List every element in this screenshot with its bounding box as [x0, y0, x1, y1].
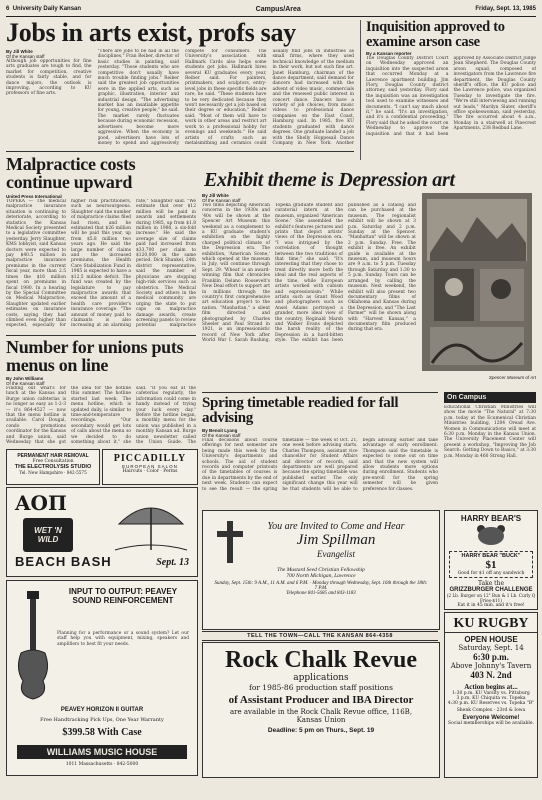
on-campus-box — [444, 392, 536, 506]
rugby-ad — [444, 612, 538, 778]
electrolysis-addr: Tel. New Hampshire · 842-5575 — [19, 470, 87, 475]
electrolysis-name: THE ELECTROLYSIS STUDIO — [14, 464, 92, 470]
aoii-greek: ΑΟΠ — [15, 491, 67, 515]
church-address: 700 North Michigan, Lawrence — [286, 573, 356, 579]
grizzburger-ad — [444, 510, 538, 610]
aoii-slogan: WET 'N WILD — [23, 518, 73, 552]
rugby-field: Shenk Complex · 23rd & Iowa — [456, 708, 526, 713]
aoii-ad — [6, 487, 198, 577]
jobs-byline-org: Of the Kansan staff — [6, 54, 45, 59]
jobs-lead: Although job opportunities for fine arts graduates are tough to find, the market for competition, creative students is fairly stable, and for dance majors, the outlook is improving, according to KU professors of fine arts. — [6, 59, 92, 97]
peavey-ad — [6, 580, 198, 776]
piccadilly-sub: EUROPEAN SALON — [122, 464, 178, 469]
church-phone: Telephone 841-5685 and 843-1183 — [286, 591, 356, 596]
malpractice-body: TOPEKA — The medical malpractice insurance situation is continuing to deteriorate, according to statistics the Kansas Medical Society presented to a legislative committee yesterday. Jerry Slaughter, KMS lobbyist, said Kansas doctors were expected to pay $40.5 million in malpractice insurance premiums in the current fiscal year, more than 2.5 times the $16 million spent on premiums in fiscal 1980. In a hearing by the Special Committee on Medical Malpractice, Slaughter updated earlier estimates on insurance costs, saying they had climbed even higher than expected, especially for higher risk practitioners, such as neurosurgeons. Slaughter said the number of malpractice claims filed had risen, and he estimated that $26 million will be paid this year, up from $5.8 million two years ago. He said the large number of claims and the increased premiums, the Health Care Stabilization Fund in 1985 is expected to have a $12.5 million deficit. The fund was created by the legislature to pay malpractice awards that exceed the amount of a health care provider's insurance coverage. "The amount of money paid to claimants is also increasing at an alarming rate," Slaughter said. "We estimate that over $12 million will be paid in awards and settlements during 1985, up from $1.8 million in 1980, a six-fold increase." He said the average size of claims paid had increased from $33,700 per claim to $120,000 in the same period. Dick Shankel, 24th district representative, said the number of physicians are stopping high-risk services such as obstetrics. The Medical Society and others in the medical community are urging the state to put caps on malpractice damage awards, create screening panels to review potential malpractice — [6, 199, 196, 329]
spring-body: Final decisions about course offerings for next semester are being made this week by the University's departments and schools. The aid of student records and computer printouts of the timetables of courses is due in departments by the end of next week. Students can expect to see the result — the spring timetable — the week of Oct. 21, one week before advising starts. Charles Thompson, assistant vice chancellor for Student Affairs and director of records, said departments are well prepared because the spring timetable was published earlier. The only significant change this year will be that students will be able to begin advising earlier and take advantage of early enrollment. Thompson said the timetable is expected to come out on time and that the new system will allow students more options during enrollment. Students who pre-enroll for the spring semester will be given preference for classes. — [202, 438, 438, 492]
exhibit-byline-org: Of the Kansan staff — [202, 198, 241, 203]
piccadilly-ad — [102, 449, 198, 485]
electrolysis-title: PERMANENT HAIR REMOVAL — [17, 453, 89, 459]
exhibit-headline: Exhibit theme is Depression art — [204, 169, 455, 191]
peavey-special2: Free Handtracking Pick Ups, One Year Warranty — [40, 717, 164, 723]
unions-byline: By John Williams — [6, 376, 44, 381]
church-times: Sunday, Sept. 15th: 9 A.M., 11 A.M. and 6 P.M. · Monday through Wednesday, Sept. 16th through the 18th: 7 P.M. — [214, 581, 428, 591]
peavey-title: INPUT TO OUTPUT: PEAVEY SOUND REINFORCEMENT — [68, 587, 178, 605]
kansan-call-banner: TELL THE TOWN—CALL THE KANSAN 864-4358 — [202, 631, 438, 641]
arson-headline: Inquisition approved to examine arson case — [366, 19, 505, 50]
divider — [6, 151, 354, 152]
grizzburger-contest: GRIZZBURGER CHALLENGE — [449, 587, 533, 593]
aoii-date: Sept. 13 — [156, 557, 189, 568]
rugby-time: 6:30 p.m. — [473, 652, 509, 662]
malpractice-article — [6, 155, 196, 333]
exhibit-photo-caption: Spencer Museum of Art — [488, 375, 536, 380]
spring-article — [202, 392, 438, 507]
rock-chalk-line1: applications — [293, 673, 349, 683]
rugby-games-head: Action begins at... — [464, 683, 518, 691]
rock-chalk-line3: of Assistant Producer and IBA Director — [228, 694, 414, 706]
rock-chalk-title: Rock Chalk Revue — [224, 647, 417, 673]
church-invite: You are Invited to Come and Hear — [267, 521, 405, 532]
beach-umbrella-icon — [111, 496, 191, 552]
unions-byline-org: Of the Kansan staff — [6, 381, 45, 386]
rugby-game-2: 3 p.m. KU Chiquita vs. Topeka — [456, 696, 526, 701]
grizzburger-contest-note: Eat it in 45 min. and it's free! — [457, 603, 525, 608]
bear-buck-coupon[interactable] — [449, 551, 533, 578]
church-speaker-name: Jim Spillman — [296, 532, 376, 548]
peavey-price: $399.58 With Case — [62, 727, 142, 738]
on-campus-body: Educational Christian Ministries will show the movie "The Natural" at 7:30 p.m. today at the Ecumenical Christian Ministries building, 1204 Oread Ave. Women in Communications will meet at 6:30 p.m. Monday in the Kansas Union. The University Placement Center will present a workshop, "Improving the Job Search: Getting Down to Basics," at 3:30 p.m. Monday in 460 Strong Hall. — [444, 405, 536, 459]
electrolysis-ad — [6, 449, 100, 485]
jobs-headline: Jobs in arts exist, profs say — [6, 18, 296, 47]
rugby-welcome: Everyone Welcome! — [462, 715, 520, 721]
jobs-body: "There are jobs to be had in all the disciplines," Fran Reiber, director of basic studies in painting, said yesterday. "Those students who are competitive don't usually have much trouble finding jobs." Reiber said the greatest job opportunities were in the applied arts, such as graphic, illustration, interior and industrial design. "The advertising market has an insatiable appetite for young, creative people," he said. The market rarely fluctuates because during economic recession, advertisers become more aggressive. When the economy is good, advertisers have lots of money to spend and aggressively compete for consumers. The University's association with Hallmark Cards also helps some students get jobs. Hallmark hires several KU graduates every year, Reiber said. For painters, printmakers, and sculptors, entry-level jobs in these specific fields are rare, he said. "These students have to be very dedicated because they won't necessarily get a job based on their degree or education," Reiber said. "Most of them will have to work in other areas and restrict art work to a professional hobby for evenings and weekends." He said artists of crafts such as metalsmithing and ceramics could usually find jobs in industries as small firms, where they used technical knowledge of the medium in their work, but not such fine art. Janet Hamburg, chairman of the dance department, said demand for dancers had increased with the advent of video music, commercials and the renewed public interest in concert dance. Dancers have a variety of job choices, from music videos to professional dance companies on the East Coast, Hamburg said. In 1985, five KU students graduated with dance degrees. One graduate landed a job with the Shelly Hoppesail Dance Company in New York. Another — [97, 49, 354, 146]
grizzburger-brand: HARRY BEAR'S — [460, 514, 522, 523]
church-speaker-role: Evangelist — [317, 549, 355, 559]
divider — [6, 335, 196, 336]
rugby-game-1: 1:30 p.m. KU Varsity vs. Pittsburg — [452, 691, 530, 696]
peavey-special: PEAVEY HORIZON II GUITAR — [60, 707, 144, 713]
grizzburger-contest-detail: (2 Lb. Burger on 12" Bun & 1 Lb. Curly Q Fries-$11) — [446, 593, 536, 603]
jobs-article — [6, 20, 354, 150]
rugby-game-3: 4:30 p.m. KU Reserves vs. Topeka "B" — [447, 701, 535, 706]
rugby-address: 403 N. 2nd — [470, 670, 512, 680]
rock-chalk-ad — [202, 642, 440, 778]
page-header — [6, 6, 536, 17]
rock-chalk-line2: for 1985-86 production staff positions — [249, 683, 393, 692]
peavey-addr: 1011 Massachusetts · 842-5000 — [65, 762, 139, 767]
paper-name: University Daily Kansan — [12, 6, 82, 12]
exhibit-body: Two films depicting American concerns in the 1930s and '40s will be shown at the Spencer Art Museum this weekend as a complement to a KU graduate student's exhibition on the highly charged political climate of the Depression era. The exhibition, 'American Scene,' which opened at the museum in July, will continue through Sept. 29. 'Wheat' is an award-winning film that chronicles Franklin Delano Roosevelt's New Deal effort to support art in millions through the country's first comprehensive art education project to the nation. "Manhattan," a silent film directed and photographed by Charles Sheeler and Paul Strand in 1921, is an impressionistic record of New York after World War I. Sarah Rushing, Topeka graduate student and curatorial intern at the museum, organized 'American Scene.' She assembled the exhibit's features pictures and prints that depict artists' views of the Depression era. "I was intrigued by the correlation of thought between the two traditions of that time," she said. "It's interesting that they chose to treat directly more both the ideal and the real aspects of the time, while European artists worked with cubism and expressionism." While artists such as Grant Wood and photographers such as Ansel Adams portrayed a grander, more ideal view of the country, Reginald Marsh and Walker Evans depicted the harsh reality of the Depression in a hard-bitten style. The exhibit has been published as a catalog and can be purchased at the museum. The regionalist exhibit will be shown at 3 p.m. Saturday and 2 p.m. Sunday at the Spencer. "Manhattan" will be shown at 2 p.m. Sunday. Free. The exhibit is free. An exhibit guide is available at the museum, and museum hours are 9 a.m. to 5 p.m. Tuesday through Saturday and 1:30 to 5 p.m. Sunday. Tours can be arranged by calling the museum. Next weekend, the exhibit will also present two documentary films of Oklahoma and Kansas during the Depression, and "The Last Farmer" will be shown along with "Harvest Kansas," a documentary film produced during that era. — [202, 203, 416, 344]
jobs-byline: By Jill White — [6, 49, 33, 54]
peavey-store: WILLIAMS MUSIC HOUSE — [17, 745, 187, 759]
malpractice-byline: United Press International — [6, 194, 62, 199]
guitar-icon — [15, 591, 51, 701]
grizzburger-promo: HARRY BEAR "BUCK" — [461, 553, 521, 559]
arson-article — [360, 20, 536, 160]
grizzburger-take: Take the — [477, 580, 505, 587]
grizzburger-value-note: Good for $1 off any sandwich — [457, 571, 525, 576]
rock-chalk-line4: are available in the Rock Chalk Revue office, 116B, Kansas Union — [229, 708, 413, 724]
arson-body: The Douglas County District Court on Wednesday approved an inquisition into the suspected arson that occurred Monday at a Lawrence apartment building. Jim Flory, Douglas County district attorney, said yesterday. Flory said the inquisition was an investigation tool used to examine witnesses and documents. "I can't say much about it," he said. "It's an investigation, and it's a confidential proceeding." Flory said that he asked the court on Wednesday to approve the inquisition and that it had been approved by Associate District Judge Jean Shepherd. The Douglas County arson squad, composed of investigators from the Lawrence fire department, the Douglas County sheriff's office, the KU police and the Lawrence police, was organized Tuesday to investigate the fire. "We're still interviewing and running out leads," Marilyn Slater, sheriff's office spokeswoman, said yesterday. The fire occurred about 4 a.m., Monday in a stairwell at Pinecrest Apartments, 238 Redbud Lane. — [366, 56, 536, 137]
rugby-place: Above Johnny's Tavern — [450, 662, 532, 670]
bear-icon — [471, 523, 511, 545]
peavey-body: Planning for a performance or a sound system? Let our staff help you with equipment, mixing, speakers and amplifiers to best fit your needs. — [57, 631, 189, 647]
electrolysis-sub: Free Consultation — [32, 459, 74, 464]
exhibit-artwork-photo — [422, 193, 532, 371]
rugby-footer: Social memberships will be available. — [448, 721, 534, 726]
malpractice-headline: Malpractice costs continue upward — [6, 154, 136, 192]
rugby-date: Saturday, Sept. 14 — [458, 644, 524, 652]
unions-headline: Number for unions puts menus on line — [6, 337, 184, 375]
unions-article — [6, 338, 196, 446]
spring-headline: Spring timetable readied for fall advising — [202, 395, 399, 426]
church-name: The Mustard Seed Christian Fellowship — [277, 567, 365, 573]
cross-icon — [215, 521, 245, 563]
issue-date: Friday, Sept. 13, 1985 — [475, 6, 536, 12]
spring-byline: By Benoit Lyang — [202, 428, 238, 433]
piccadilly-body: Haircuts · Color · Perms — [122, 469, 178, 474]
grizzburger-value: $1 — [485, 559, 497, 571]
on-campus-title: On Campus — [444, 392, 536, 403]
church-ad — [202, 510, 440, 630]
exhibit-byline: By Jill White — [202, 193, 229, 198]
unions-body: Finding out what's for lunch at the Kansas and Burge union cafeterias is no longer as easy as 1-2-3 — it's 864-4527 — now that the menu hotline is available. Carol Dougal, condo promotions coordinator for the Kansas and Burge union, said Wednesday that she got the idea for the hotline this summer. The hotline started last week. The menu hotline, which is updated daily, is similar to time-and-temperature recordings. "Our secondary would get lots of calls about the menu so we decided to do something about it," she said. "If you eat at the cafeterias regularly, the information could come in handy instead of trying your luck every day." Before the hotline began, a monthly menu for the union was published in a monthly Kansan ad. Burge union newsletter called the Union Guide. The — [6, 386, 196, 446]
section-name: Campus/Area — [255, 6, 301, 13]
page-number: 6 — [6, 6, 10, 12]
exhibit-article — [202, 170, 536, 388]
rock-chalk-deadline: Deadline: 5 pm on Thurs., Sept. 19 — [267, 727, 375, 734]
piccadilly-title: PICCADILLY — [113, 453, 187, 464]
rugby-event: OPEN HOUSE — [464, 635, 518, 644]
spring-byline-org: Of the Kansan staff — [202, 433, 241, 438]
arson-byline: By a Kansan reporter — [366, 51, 412, 56]
aoii-event: BEACH BASH — [15, 554, 112, 569]
rugby-title: KU RUGBY — [445, 616, 537, 633]
